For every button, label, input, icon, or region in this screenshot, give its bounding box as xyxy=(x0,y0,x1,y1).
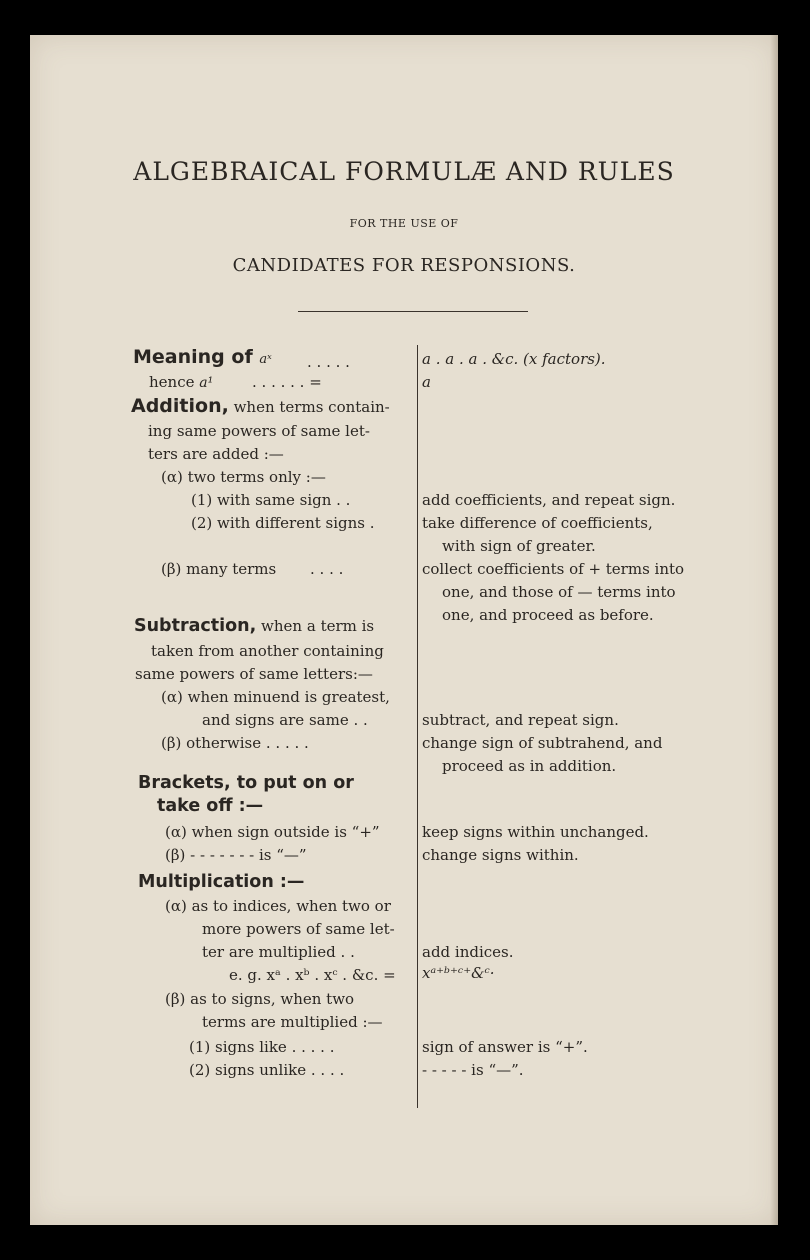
rule-sub-greatest: subtract, and repeat sign. xyxy=(422,711,619,729)
brackets-case-b: (β) - - - - - - - is “—” xyxy=(165,846,307,864)
subtraction-line-3: same powers of same letters:— xyxy=(135,665,373,683)
rule-brackets-minus: change signs within. xyxy=(422,846,579,864)
hence-line: hence a¹ xyxy=(149,373,214,391)
rule-sub-otherwise-2: proceed as in addition. xyxy=(442,757,617,775)
rule-hence: a xyxy=(422,373,431,391)
multiplication-case-b2: terms are multiplied :— xyxy=(202,1013,383,1031)
subtraction-line-2: taken from another containing xyxy=(151,642,384,660)
addition-line-2: ing same powers of same let- xyxy=(148,422,370,440)
title-rule xyxy=(298,311,528,312)
rule-sub-otherwise-1: change sign of subtrahend, and xyxy=(422,734,663,752)
meaning-heading: Meaning of aˣ xyxy=(133,346,272,368)
rule-add-different-1: take difference of coefficients, xyxy=(422,514,653,532)
multiplication-case-b1: (β) as to signs, when two xyxy=(165,990,355,1008)
addition-case-b: (β) many terms xyxy=(161,560,277,578)
brackets-heading-2: take off :— xyxy=(157,796,264,816)
multiplication-case-a3: ter are multiplied . . xyxy=(202,943,355,961)
meaning-dots: . . . . . xyxy=(307,353,350,371)
rule-add-many-3: one, and proceed as before. xyxy=(442,606,654,624)
rule-brackets-plus: keep signs within unchanged. xyxy=(422,823,649,841)
multiplication-heading: Multiplication :— xyxy=(138,872,305,892)
subtraction-case-b: (β) otherwise . . . . . xyxy=(161,734,309,752)
subtraction-line-1: Subtraction, when a term is xyxy=(134,616,375,636)
subtraction-case-a1: (α) when minuend is greatest, xyxy=(161,688,390,706)
document-page xyxy=(30,35,778,1225)
multiplication-case-a2: more powers of same let- xyxy=(202,920,395,938)
rule-signs-like: sign of answer is “+”. xyxy=(422,1038,588,1056)
rule-add-different-2: with sign of greater. xyxy=(442,537,596,555)
addition-case-a1: (1) with same sign . . xyxy=(191,491,351,509)
multiplication-case-a1: (α) as to indices, when two or xyxy=(165,897,391,915)
addition-case-a: (α) two terms only :— xyxy=(161,468,326,486)
multiplication-signs-unlike: (2) signs unlike . . . . xyxy=(189,1061,345,1079)
addition-case-a2: (2) with different signs . xyxy=(191,514,375,532)
page-title: ALGEBRAICAL FORMULÆ AND RULES xyxy=(133,157,675,186)
addition-case-b-dots: . . . . xyxy=(310,560,344,578)
page-subtitle-2: CANDIDATES FOR RESPONSIONS. xyxy=(232,255,576,276)
brackets-heading-1: Brackets, to put on or xyxy=(138,773,354,793)
page-subtitle: FOR THE USE OF xyxy=(349,217,459,230)
addition-line-3: ters are added :— xyxy=(148,445,284,463)
hence-dots: . . . . . . = xyxy=(252,373,322,391)
rule-mult-example: xᵃ⁺ᵇ⁺ᶜ⁺&ᶜ· xyxy=(422,964,495,982)
addition-line-1: Addition, when terms contain- xyxy=(131,395,390,417)
rule-signs-unlike: - - - - - is “—”. xyxy=(422,1061,524,1079)
multiplication-signs-like: (1) signs like . . . . . xyxy=(189,1038,335,1056)
brackets-case-a: (α) when sign outside is “+” xyxy=(165,823,380,841)
rule-add-many-1: collect coefficients of + terms into xyxy=(422,560,685,578)
rule-mult-indices: add indices. xyxy=(422,943,514,961)
subtraction-case-a2: and signs are same . . xyxy=(202,711,368,729)
rule-meaning: a . a . a . &c. (x factors). xyxy=(422,350,606,368)
rule-add-many-2: one, and those of — terms into xyxy=(442,583,676,601)
column-divider xyxy=(417,345,418,1108)
multiplication-example: e. g. xᵃ . xᵇ . xᶜ . &c. = xyxy=(229,966,396,984)
rule-add-same-sign: add coefficients, and repeat sign. xyxy=(422,491,676,509)
